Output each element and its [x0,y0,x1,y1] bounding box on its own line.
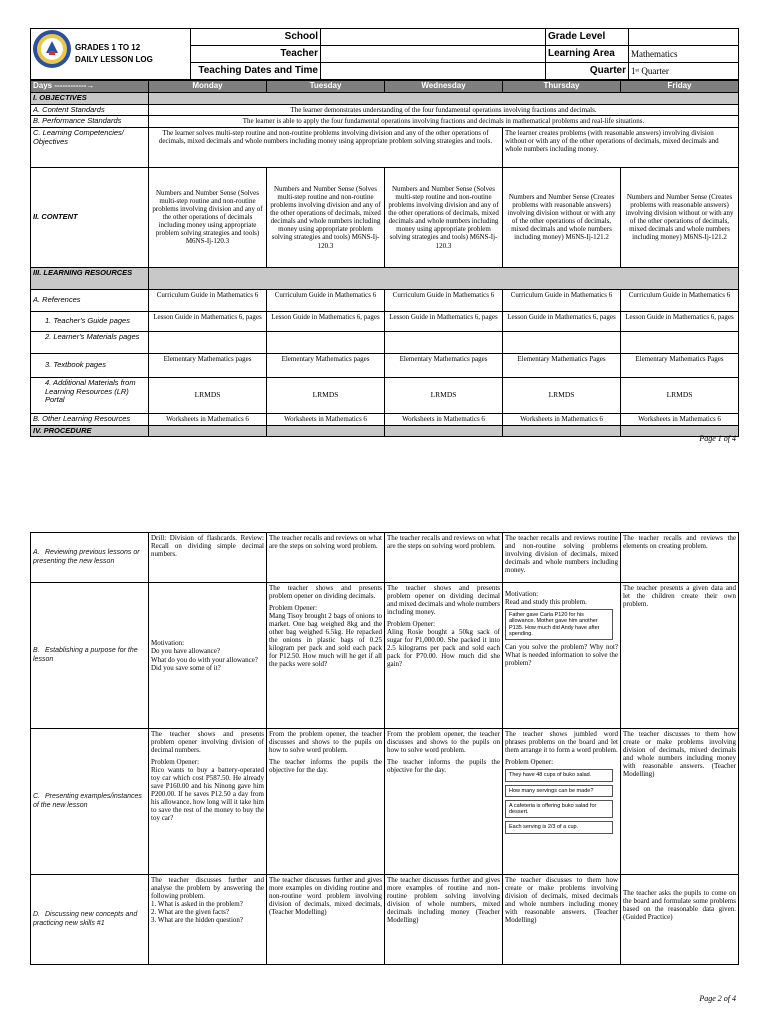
discussing-tuesday: The teacher discusses further and gives more examples on dividing routine and non-routine word problem involving division of decimals, mixed decimals, (Teacher Modelling) [267,875,385,965]
problem-opener-tuesday: Mang Tisoy brought 2 bags of onions to market. One bag weighed 8kg and the other bag weighed 6.5kg. He repacked the onions in plastic bags of 0.25 kilogram per pack and sold each pack for P12.50. How much will he get if all the packs were sold? [269,612,382,669]
teachers-guide-row [31,311,739,331]
content-label: II. CONTENT [31,167,149,267]
resources-row [31,267,739,289]
procedure-d-label: D. Discussing new concepts and practicing new skills #1 [31,875,149,965]
procedure-row [31,425,739,437]
day-friday: Friday [621,81,739,93]
school-label: School [191,29,321,46]
worksheets-thursday: Worksheets in Mathematics 6 [503,413,621,425]
learners-materials-thursday[interactable] [503,331,621,353]
competencies-thu-fri: The learner creates problems (with reasonable answers) involving division without or with any of the other operations of decimals, mixed decimals and whole numbers including money. [503,127,739,167]
motivation-q3: Did you save some of it? [151,663,221,672]
examples-wednesday-2: The teacher informs the pupils the objective for the day. [387,758,500,775]
problem-text-box: Father gave Carla P120 for his allowance. Mother gave him another P135. How much did Andy have after spending. [505,609,613,640]
procedure-c-text: Presenting examples/instances of the new lesson [33,793,142,809]
area-label: Learning Area [546,46,629,63]
procedure-fill-1 [149,425,267,437]
jumbled-phrase-3[interactable]: A cafeteria is offering buko salad for dessert. [505,800,613,819]
lesson-table-p2 [30,532,739,965]
purpose-thursday [503,583,621,729]
competencies-label: C. Learning Competencies/ Objectives [31,127,149,167]
references-friday: Curriculum Guide in Mathematics 6 [621,289,739,311]
worksheets-friday: Worksheets in Mathematics 6 [621,413,739,425]
procedure-d-row [31,875,739,965]
additional-materials-row [31,377,739,413]
teachers-guide-thursday: Lesson Guide in Mathematics 6, pages [503,311,621,331]
textbook-label: 3. Textbook pages [31,353,149,377]
motivation-heading: Motivation: [151,639,185,648]
purpose-wednesday-intro: The teacher shows and presents problem opener on dividing decimal and mixed decimals and whole numbers including money. [387,584,500,617]
worksheets-wednesday: Worksheets in Mathematics 6 [385,413,503,425]
review-tuesday: The teacher recalls and reviews on what are the steps on solving word problem. [267,533,385,583]
content-friday: Numbers and Number Sense (Creates problems with reasonable answers) involving division without or with any of the other operations of decimals, mixed decimals and whole numbers including money) M6NS-Ij-121.2 [621,167,739,267]
examples-monday [149,729,267,875]
learners-materials-monday[interactable] [149,331,267,353]
discussing-wednesday: The teacher discusses further and gives more examples of routine and non-routine problem solving involving division of whole numbers, mixed decimals including money (Teacher Modelling) [385,875,503,965]
discussing-thursday: The teacher discusses to them how create or make problems involving division of decimals, mixed decimals and whole numbers including money with reasonable answers. (Teacher Modelling) [503,875,621,965]
purpose-friday: The teacher presents a given data and let the children create their own problem. [621,583,739,729]
procedure-heading: IV. PROCEDURE [31,425,149,437]
procedure-fill-4 [503,425,621,437]
content-tuesday: Numbers and Number Sense (Solves multi-step routine and non-routine problems involving division and any of the other operations of decimals, mixed decimals and whole numbers including money using appropriate problem solving strategies and tools) M6NS-Ij-120.3 [267,167,385,267]
examples-monday-intro: The teacher shows and presents problem opener involving division of decimal numbers. [151,730,264,755]
school-field[interactable] [321,29,546,46]
content-thursday: Numbers and Number Sense (Creates problems with reasonable answers) involving division without or with any of the other operations of decimals, mixed decimals and whole numbers including money) M6NS-Ij-121.2 [503,167,621,267]
resources-fill [149,267,739,289]
references-tuesday: Curriculum Guide in Mathematics 6 [267,289,385,311]
objectives-row [31,93,739,105]
day-wednesday: Wednesday [385,81,503,93]
teachers-guide-monday: Lesson Guide in Mathematics 6, pages [149,311,267,331]
textbook-thursday: Elementary Mathematics Pages [503,353,621,377]
examples-tuesday-2: The teacher informs the pupils the objective for the day. [269,758,382,775]
teachers-guide-wednesday: Lesson Guide in Mathematics 6, pages [385,311,503,331]
grade-label: Grade Level [546,29,629,46]
objectives-heading: I. OBJECTIVES [31,93,149,105]
quarter-label: Quarter [546,63,629,80]
read-study-text: Read and study this problem. [505,598,587,607]
examples-friday: The teacher discusses to them how create or make problems involving division of decimals, mixed decimals and whole numbers including money with reasonable answers. (Teacher Modelling) [621,729,739,875]
discussing-monday [149,875,267,965]
teacher-field[interactable] [321,46,546,63]
examples-wednesday [385,729,503,875]
worksheets-monday: Worksheets in Mathematics 6 [149,413,267,425]
day-thursday: Thursday [503,81,621,93]
purpose-thursday-question: Can you solve the problem? Why not? What is needed information to solve the problem? [505,643,618,668]
day-monday: Monday [149,81,267,93]
examples-thursday [503,729,621,875]
motivation-q2: What do you do with your allowance? [151,655,258,664]
resources-heading: III. LEARNING RESOURCES [31,267,149,289]
competencies-mon-wed: The learner solves multi-step routine and non-routine problems involving division and any of the other operations of decimals, mixed decimals and whole numbers including money using appropriate problem solving strategies and tools. [149,127,503,167]
discussing-monday-q3: 3. What are the hidden question? [151,916,244,925]
references-label: A. References [31,289,149,311]
learners-materials-tuesday[interactable] [267,331,385,353]
teachers-guide-friday: Lesson Guide in Mathematics 6, pages [621,311,739,331]
examples-wednesday-1: From the problem opener, the teacher discusses and shows to the pupils on how to solve word problem. [387,730,500,755]
quarter-value: 1ˢᵗ Quarter [629,63,739,80]
page-number-2: Page 2 of 4 [699,994,736,1003]
references-row [31,289,739,311]
problem-opener-heading: Problem Opener: [387,620,436,629]
learners-materials-label: 2. Learner's Materials pages [31,331,149,353]
lrmds-monday: LRMDS [149,377,267,413]
procedure-d-text: Discussing new concepts and practicing new skills #1 [33,911,138,927]
procedure-a-row [31,533,739,583]
procedure-a-label: A. Reviewing previous lessons or presenting the new lesson [31,533,149,583]
purpose-tuesday [267,583,385,729]
teacher-label: Teacher [191,46,321,63]
other-resources-label: B. Other Learning Resources [31,413,149,425]
examples-thursday-intro: The teacher shows jumbled word phrases problems on the board and let them arrange it to form a word problem. [505,730,618,755]
learners-materials-friday[interactable] [621,331,739,353]
references-thursday: Curriculum Guide in Mathematics 6 [503,289,621,311]
learners-materials-wednesday[interactable] [385,331,503,353]
review-monday: Drill: Division of flashcards. Review: Recall on dividing simple decimal numbers. [149,533,267,583]
content-standards-row [31,104,739,116]
discussing-monday-q2: 2. What are the given facts? [151,908,230,917]
procedure-c-label: C. Presenting examples/instances of the new lesson [31,729,149,875]
procedure-b-label: B. Establishing a purpose for the lesson [31,583,149,729]
grade-field[interactable] [629,29,739,46]
days-row [31,81,739,93]
deped-seal-icon [32,29,72,69]
learners-materials-row [31,331,739,353]
procedure-b-text: Establishing a purpose for the lesson [33,647,138,663]
problem-opener-heading: Problem Opener: [505,758,554,767]
content-standards-text: The learner demonstrates understanding of the four fundamental operations involving fractions and decimals. [149,104,739,116]
purpose-tuesday-intro: The teacher shows and presents problem opener on dividing decimals. [269,584,382,601]
procedure-c-row [31,729,739,875]
review-friday: The teacher recalls and reviews the elements on creating problem. [621,533,739,583]
purpose-monday [149,583,267,729]
lesson-table-p1 [30,80,739,437]
page-number-1: Page 1 of 4 [699,434,736,443]
discussing-monday-intro: The teacher discusses further and analyse the problem by answering the following problem. [151,876,264,901]
lrmds-tuesday: LRMDS [267,377,385,413]
days-label: Days ------------→ [31,81,149,93]
procedure-fill-2 [267,425,385,437]
textbook-wednesday: Elementary Mathematics pages [385,353,503,377]
problem-opener-heading: Problem Opener: [151,758,200,767]
lrmds-friday: LRMDS [621,377,739,413]
textbook-tuesday: Elementary Mathematics pages [267,353,385,377]
jumbled-phrase-4[interactable]: Each serving is 2/3 of a cup. [505,821,613,833]
textbook-friday: Elementary Mathematics Pages [621,353,739,377]
area-value: Mathematics [629,46,739,63]
lesson-log-page-1 [30,28,738,437]
objectives-fill [149,93,739,105]
procedure-a-text: Reviewing previous lessons or presenting the new lesson [33,549,140,565]
performance-standards-text: The learner is able to apply the four fundamental operations involving fractions and decimals in mathematical problems and real-life situations. [149,116,739,128]
other-resources-row [31,413,739,425]
problem-opener-heading: Problem Opener: [269,604,318,613]
dates-field[interactable] [321,63,546,80]
teachers-guide-tuesday: Lesson Guide in Mathematics 6, pages [267,311,385,331]
content-row [31,167,739,267]
additional-materials-label: 4. Additional Materials from Learning Resources (LR) Portal [31,377,149,413]
problem-opener-wednesday: Aling Rosie bought a 50kg sack of sugar for P1,000.00. She packed it into 2.5 kilograms per pack and sold each pack for P70.00. How much did she gain? [387,628,500,669]
examples-tuesday-1: From the problem opener, the teacher discusses and shows to the pupils on how to solve word problem. [269,730,382,755]
worksheets-tuesday: Worksheets in Mathematics 6 [267,413,385,425]
discussing-monday-q1: 1. What is asked in the problem? [151,900,243,909]
procedure-fill-3 [385,425,503,437]
title-dll: DAILY LESSON LOG [75,55,153,64]
textbook-row [31,353,739,377]
dates-label: Teaching Dates and Time [191,63,321,80]
content-wednesday: Numbers and Number Sense (Solves multi-step routine and non-routine problems involving division and any of the other operations of decimals, mixed decimals and whole numbers including money using appropriate problem solving strategies and tools) M6NS-Ij-120.3 [385,167,503,267]
review-wednesday: The teacher recalls and reviews on what are the steps on solving word problem. [385,533,503,583]
procedure-b-row [31,583,739,729]
content-monday: Numbers and Number Sense (Solves multi-step routine and non-routine problems involving division and any of the other operations of decimals including money using appropriate problem solving strategies and tools) M6NS-Ij-120.3 [149,167,267,267]
content-standards-label: A. Content Standards [31,104,149,116]
jumbled-phrase-2[interactable]: How many servings can be made? [505,785,613,797]
references-wednesday: Curriculum Guide in Mathematics 6 [385,289,503,311]
motivation-q1: Do you have allowance? [151,647,220,656]
jumbled-phrase-1[interactable]: They have 48 cups of buko salad. [505,769,613,781]
performance-standards-row [31,116,739,128]
lesson-log-page-2 [30,532,738,965]
competencies-row [31,127,739,167]
lrmds-thursday: LRMDS [503,377,621,413]
title-grades: GRADES 1 TO 12 [75,43,141,52]
problem-opener-monday: Rico wants to buy a battery-operated toy car which cost P587.50. He already save P160.00 and his Ninong gave him P200.00. If he saves P12.50 a day from his allowance, how long will it take him to save the rest of the money to buy the toy car? [151,766,264,823]
performance-standards-label: B. Performance Standards [31,116,149,128]
lrmds-wednesday: LRMDS [385,377,503,413]
header-table [30,28,739,80]
examples-tuesday [267,729,385,875]
references-monday: Curriculum Guide in Mathematics 6 [149,289,267,311]
motivation-heading: Motivation: [505,590,539,598]
textbook-monday: Elementary Mathematics pages [149,353,267,377]
purpose-wednesday [385,583,503,729]
teachers-guide-label: 1. Teacher's Guide pages [31,311,149,331]
day-tuesday: Tuesday [267,81,385,93]
review-thursday: The teacher recalls and reviews routine and non-routine solving problems involving division of decimals, mixed decimals and whole numbers including money. [503,533,621,583]
discussing-friday: The teacher asks the pupils to come on the board and formulate some problems based on the reasonable data given. (Guided Practice) [621,875,739,965]
